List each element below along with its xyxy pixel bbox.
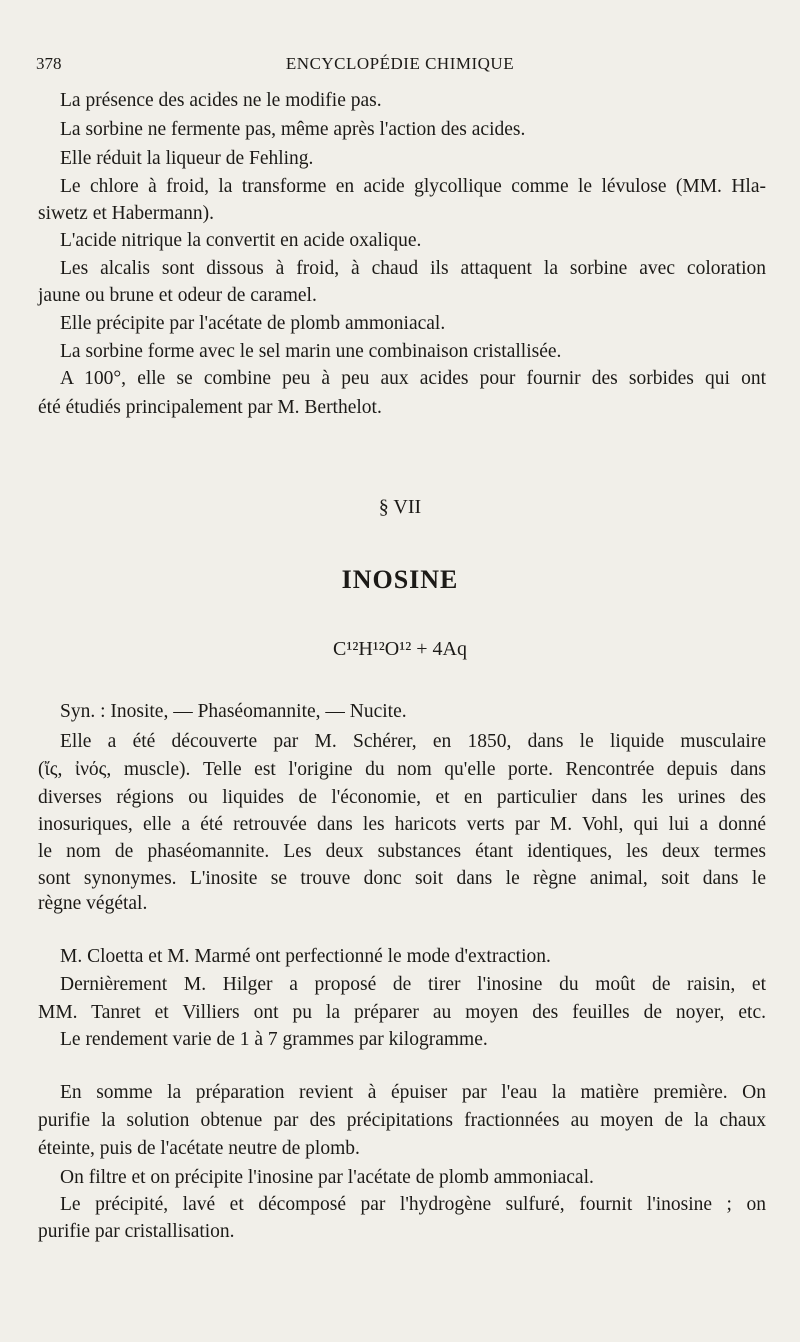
- chemical-formula: C¹²H¹²O¹² + 4Aq: [333, 638, 467, 660]
- text-line: purifie par cristallisation.: [38, 1221, 235, 1242]
- text-line: En somme la préparation revient à épuiser par l'eau la matière première. On: [60, 1082, 766, 1103]
- text-line: La sorbine ne fermente pas, même après l'action des acides.: [60, 119, 526, 140]
- text-line: été étudiés principalement par M. Berthelot.: [38, 397, 382, 418]
- text-line: On filtre et on précipite l'inosine par l'acétate de plomb ammoniacal.: [60, 1167, 594, 1188]
- text-line: Elle précipite par l'acétate de plomb ammoniacal.: [60, 313, 446, 334]
- text-line: Les alcalis sont dissous à froid, à chaud ils attaquent la sorbine avec coloration: [60, 258, 766, 279]
- text-line: diverses régions ou liquides de l'économie, et en particulier dans les urines des: [38, 787, 766, 808]
- text-line: MM. Tanret et Villiers ont pu la préparer au moyen des feuilles de noyer, etc.: [38, 1002, 766, 1023]
- page-number: 378: [36, 54, 62, 73]
- page-header: [36, 54, 764, 78]
- text-line: le nom de phaséomannite. Les deux substances étant identiques, les deux termes: [38, 841, 766, 862]
- section-heading: § VII: [378, 496, 422, 518]
- text-line: Syn. : Inosite, — Phaséomannite, — Nucite.: [60, 701, 407, 722]
- text-line: Le chlore à froid, la transforme en acide glycollique comme le lévulose (MM. Hla-: [60, 176, 766, 197]
- text-line: sont synonymes. L'inosite se trouve donc soit dans le règne animal, soit dans le: [38, 868, 766, 889]
- text-line: M. Cloetta et M. Marmé ont perfectionné le mode d'extraction.: [60, 946, 551, 967]
- text-line: éteinte, puis de l'acétate neutre de plomb.: [38, 1138, 360, 1159]
- text-line: siwetz et Habermann).: [38, 203, 214, 224]
- text-line: inosuriques, elle a été retrouvée dans les haricots verts par M. Vohl, qui lui a donné: [38, 814, 766, 835]
- text-line: (ἴς, ἰνός, muscle). Telle est l'origine du nom qu'elle porte. Rencontrée depuis dans: [38, 759, 766, 780]
- text-line: L'acide nitrique la convertit en acide oxalique.: [60, 230, 422, 251]
- text-line: Elle réduit la liqueur de Fehling.: [60, 148, 314, 169]
- text-line: La présence des acides ne le modifie pas.: [60, 90, 382, 111]
- text-line: règne végétal.: [38, 893, 148, 914]
- text-line: A 100°, elle se combine peu à peu aux acides pour fournir des sorbides qui ont: [60, 368, 766, 389]
- text-line: Dernièrement M. Hilger a proposé de tirer l'inosine du moût de raisin, et: [60, 974, 766, 995]
- chapter-title: INOSINE: [341, 565, 459, 594]
- text-line: Le rendement varie de 1 à 7 grammes par kilogramme.: [60, 1029, 488, 1050]
- running-title: ENCYCLOPÉDIE CHIMIQUE: [285, 54, 515, 73]
- text-line: La sorbine forme avec le sel marin une combinaison cristallisée.: [60, 341, 562, 362]
- text-line: Elle a été découverte par M. Schérer, en 1850, dans le liquide musculaire: [60, 731, 766, 752]
- text-line: jaune ou brune et odeur de caramel.: [38, 285, 317, 306]
- text-line: Le précipité, lavé et décomposé par l'hydrogène sulfuré, fournit l'inosine ; on: [60, 1194, 766, 1215]
- text-line: purifie la solution obtenue par des précipitations fractionnées au moyen de la chaux: [38, 1110, 766, 1131]
